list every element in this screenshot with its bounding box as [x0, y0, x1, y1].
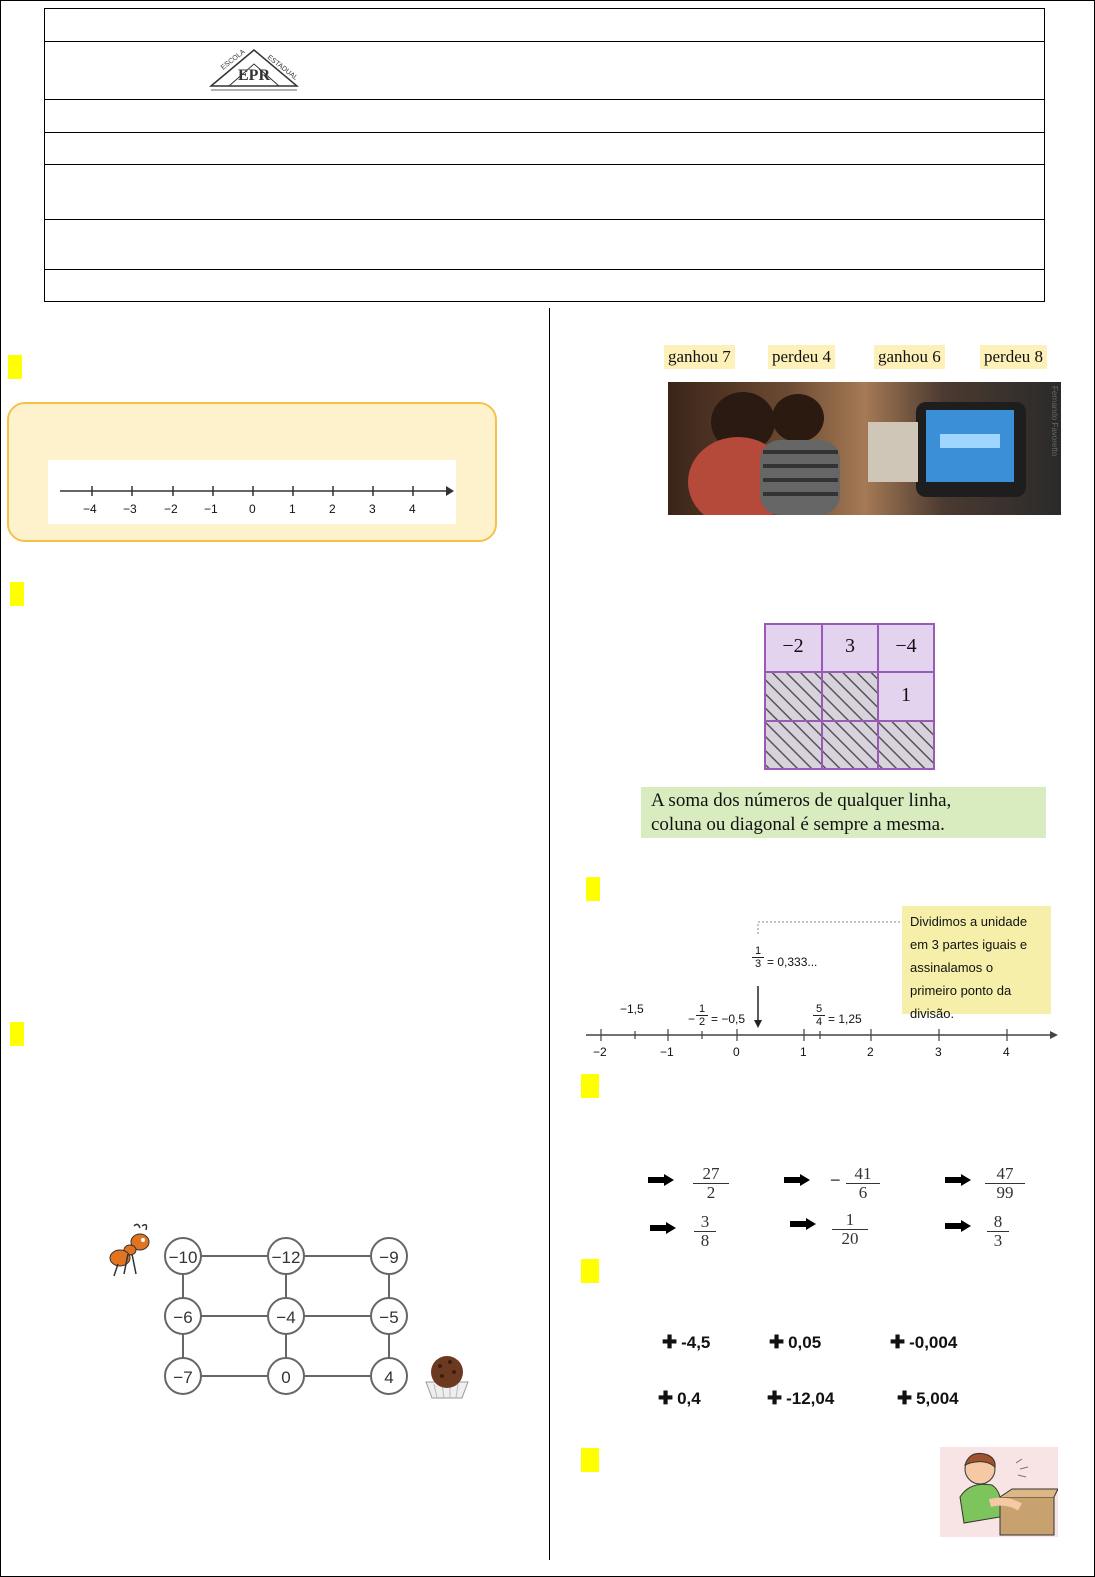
- question-marker-4: [586, 877, 600, 901]
- fraction-numerator: 1: [752, 945, 764, 958]
- header-row-3: [45, 100, 1045, 133]
- question-marker-5: [581, 1074, 599, 1098]
- tick-label: 3: [369, 502, 376, 516]
- ant-icon: [108, 1222, 152, 1280]
- number-line-panel: [7, 402, 497, 542]
- tick-label: 4: [409, 502, 416, 516]
- ant-maze: [108, 1220, 480, 1400]
- plus-bullet-icon: ✚: [658, 1388, 674, 1408]
- fraction-item: [694, 1213, 716, 1250]
- fraction-numerator: 47: [985, 1165, 1025, 1184]
- maze-node: 4: [370, 1357, 408, 1395]
- fraction-item: [832, 1211, 868, 1248]
- caption-line: coluna ou diagonal é sempre a mesma.: [651, 814, 945, 835]
- photo-credit: Fernando Favoretto: [1050, 386, 1059, 457]
- decimal-value: 0,4: [677, 1389, 701, 1408]
- number-line: [48, 460, 456, 524]
- tick-label: 2: [867, 1045, 874, 1059]
- question-marker-7: [581, 1448, 599, 1472]
- question-marker-2: [10, 582, 24, 606]
- maze-node: −12: [267, 1237, 305, 1275]
- svg-text:ESCOLA: ESCOLA: [219, 48, 247, 72]
- header-row-logo: [45, 42, 1045, 100]
- decimal-item: [767, 1388, 834, 1409]
- decimal-value: -4,5: [681, 1333, 711, 1352]
- decimal-value: -0,004: [909, 1333, 958, 1352]
- decimal-item: [658, 1388, 701, 1409]
- header-row-5: [45, 165, 1045, 220]
- label-third-value: = 0,333...: [767, 955, 818, 969]
- plus-bullet-icon: ✚: [662, 1332, 678, 1352]
- kids-playing-videogame-photo: [668, 382, 1061, 515]
- game-tag: ganhou 7: [664, 345, 735, 369]
- caption-line: A soma dos números de qualquer linha,: [651, 790, 952, 811]
- maze-node: −7: [164, 1357, 202, 1395]
- fraction-sign: −: [830, 1170, 841, 1190]
- question-marker-3: [10, 1022, 24, 1046]
- fraction-item: [693, 1165, 729, 1202]
- label-half-value: = −0,5: [711, 1012, 746, 1026]
- label-five-quarters-value: = 1,25: [828, 1012, 862, 1026]
- fraction-denominator: 2: [698, 1016, 706, 1028]
- tick-label: −1: [204, 502, 218, 516]
- tick-label: 2: [329, 502, 336, 516]
- plus-bullet-icon: ✚: [769, 1332, 785, 1352]
- fraction-numerator: 1: [832, 1211, 868, 1230]
- fraction-denominator: 6: [858, 1183, 868, 1202]
- question-marker-1: [8, 355, 22, 379]
- arrow-bullet-icon: [945, 1220, 971, 1232]
- fractions-list: [600, 1160, 1060, 1250]
- fraction-denominator: 4: [815, 1016, 823, 1028]
- tick-label: −2: [593, 1045, 607, 1059]
- fraction-numerator: 8: [987, 1213, 1009, 1232]
- plus-bullet-icon: ✚: [890, 1332, 906, 1352]
- decimal-item: [897, 1388, 959, 1409]
- game-tag: perdeu 4: [768, 345, 835, 369]
- tick-label: 1: [289, 502, 296, 516]
- division-note: Dividimos a unidade em 3 partes iguais e assinalamos o primeiro ponto da divisão.: [902, 906, 1051, 1014]
- magic-cell: −4: [895, 635, 917, 657]
- tick-label: 0: [733, 1045, 740, 1059]
- maze-node: −6: [164, 1297, 202, 1335]
- decimal-value: -12,04: [786, 1389, 835, 1408]
- fraction-denominator: 99: [996, 1183, 1014, 1202]
- question-marker-6: [581, 1259, 599, 1283]
- maze-node: 0: [267, 1357, 305, 1395]
- magic-cell: −2: [782, 635, 804, 657]
- fraction-item: [987, 1213, 1009, 1250]
- fraction-denominator: 20: [841, 1229, 859, 1248]
- fraction-numerator: 3: [694, 1213, 716, 1232]
- tick-label: 4: [1003, 1045, 1010, 1059]
- maze-node: −10: [164, 1237, 202, 1275]
- decimal-value: 5,004: [916, 1389, 959, 1408]
- label-minus-sign: −: [688, 1012, 696, 1026]
- tick-label: 1: [800, 1045, 807, 1059]
- fraction-numerator: 27: [693, 1165, 729, 1184]
- label-third-fraction: [752, 945, 764, 970]
- game-tag: ganhou 6: [874, 345, 945, 369]
- arrow-bullet-icon: [784, 1174, 810, 1186]
- fraction-item: [846, 1165, 880, 1202]
- fraction-denominator: 3: [754, 958, 762, 970]
- fraction-item: [985, 1165, 1025, 1202]
- school-logo: [209, 46, 299, 94]
- header-row-4: [45, 133, 1045, 165]
- plus-bullet-icon: ✚: [897, 1388, 913, 1408]
- brigadeiro-icon: [420, 1352, 474, 1400]
- maze-node: −9: [370, 1237, 408, 1275]
- decimal-item: [890, 1332, 957, 1353]
- boy-with-box-illustration: [940, 1447, 1058, 1537]
- decimal-item: [662, 1332, 710, 1353]
- label-minus-1-5: −1,5: [620, 1002, 644, 1016]
- column-divider: [549, 308, 550, 1560]
- arrow-bullet-icon: [650, 1222, 676, 1234]
- magic-square-caption: [641, 787, 1046, 838]
- header-table: [44, 8, 1045, 302]
- game-tag: perdeu 8: [980, 345, 1047, 369]
- maze-node: −5: [370, 1297, 408, 1335]
- magic-cell: 1: [901, 684, 911, 706]
- label-half-fraction: [696, 1003, 708, 1028]
- tick-label: 0: [249, 502, 256, 516]
- fraction-numerator: 5: [813, 1003, 825, 1016]
- svg-text:ESTADUAL: ESTADUAL: [265, 54, 299, 83]
- fraction-denominator: 2: [706, 1183, 716, 1202]
- header-row-6: [45, 220, 1045, 270]
- arrow-bullet-icon: [790, 1218, 816, 1230]
- tick-label: −1: [660, 1045, 674, 1059]
- magic-square: [764, 623, 935, 770]
- fraction-denominator: 8: [700, 1231, 710, 1250]
- fraction-denominator: 3: [993, 1231, 1003, 1250]
- fraction-numerator: 1: [696, 1003, 708, 1016]
- tick-label: −3: [123, 502, 137, 516]
- tick-label: −4: [83, 502, 97, 516]
- arrow-bullet-icon: [648, 1174, 674, 1186]
- tick-label: 3: [935, 1045, 942, 1059]
- fraction-numerator: 41: [846, 1165, 880, 1184]
- label-five-quarters-fraction: [813, 1003, 825, 1028]
- svg-text:EPR: EPR: [238, 67, 270, 84]
- header-row-1: [45, 9, 1045, 42]
- header-row-7: [45, 270, 1045, 302]
- decimal-item: [769, 1332, 821, 1353]
- plus-bullet-icon: ✚: [767, 1388, 783, 1408]
- magic-cell: 3: [845, 635, 855, 657]
- decimal-value: 0,05: [788, 1333, 822, 1352]
- tick-label: −2: [164, 502, 178, 516]
- arrow-bullet-icon: [945, 1174, 971, 1186]
- maze-node: −4: [267, 1297, 305, 1335]
